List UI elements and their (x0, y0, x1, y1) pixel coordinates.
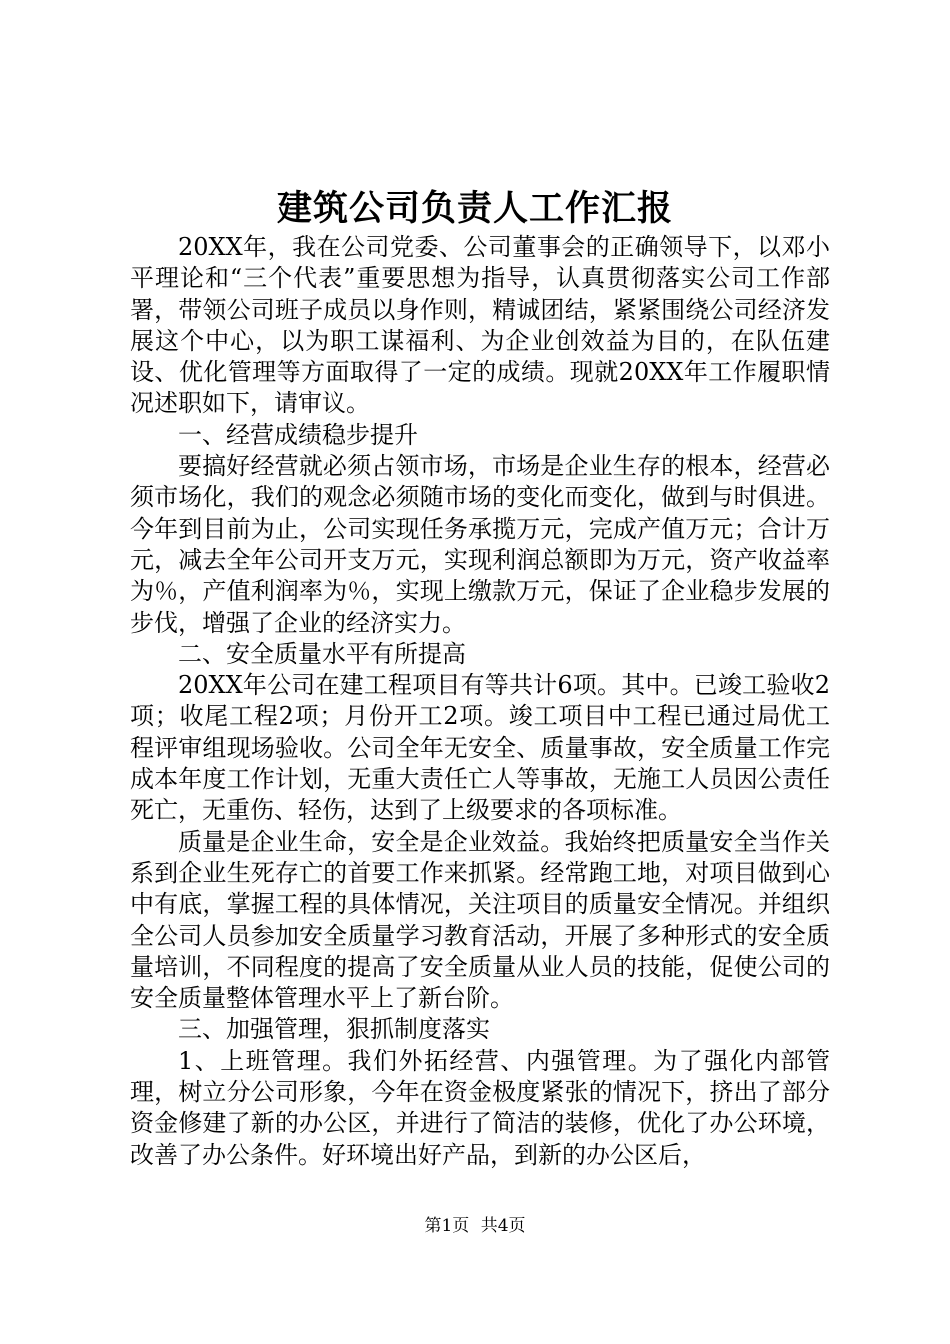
paragraph-intro: 20XX年，我在公司党委、公司董事会的正确领导下，以邓小平理论和“三个代表”重要思想为指导，认真贯彻落实公司工作部署，带领公司班子成员以身作则，精诚团结，紧紧围绕公司经济发展这个中心，以为职工谋福利、为企业创效益为目的，在队伍建设、优化管理等方面取得了一定的成绩。现就20XX年工作履职情况述职如下，请审议。 (130, 233, 830, 418)
section-heading-3: 三、加强管理，狠抓制度落实 (178, 1015, 490, 1044)
paragraph-projects: 20XX年公司在建工程项目有等共计6项。其中。已竣工验收2项；收尾工程2项；月份开工2项。竣工项目中工程已通过局优工程评审组现场验收。公司全年无安全、质量事故，安全质量工作完成本年度工作计划，无重大责任亡人等事故，无施工人员因公责任死亡，无重伤、轻伤，达到了上级要求的各项标准。 (130, 671, 830, 825)
section-heading-1: 一、经营成绩稳步提升 (178, 420, 418, 449)
paragraph-quality: 质量是企业生命，安全是企业效益。我始终把质量安全当作关系到企业生死存亡的首要工作来抓紧。经常跑工地，对项目做到心中有底，掌握工程的具体情况，关注项目的质量安全情况。并组织全公司人员参加安全质量学习教育活动，开展了多种形式的安全质量培训，不同程度的提高了安全质量从业人员的技能，促使公司的安全质量整体管理水平上了新台阶。 (130, 827, 830, 1013)
document-body (130, 232, 830, 1171)
paragraph-management: 1、上班管理。我们外拓经营、内强管理。为了强化内部管理，树立分公司形象，今年在资金极度紧张的情况下，挤出了部分资金修建了新的办公区，并进行了简洁的装修，优化了办公环境，改善了办公条件。好环境出好产品，到新的办公区后， (130, 1046, 830, 1169)
paragraph-business: 要搞好经营就必须占领市场，市场是企业生存的根本，经营必须市场化，我们的观念必须随市场的变化而变化，做到与时俱进。今年到目前为止，公司实现任务承揽万元，完成产值万元；合计万元，减去全年公司开支万元，实现利润总额即为万元，资产收益率为％，产值利润率为％，实现上缴款万元，保证了企业稳步发展的步伐，增强了企业的经济实力。 (130, 452, 830, 637)
page-total: 共4页 (480, 1216, 526, 1236)
section-heading-2: 二、安全质量水平有所提高 (178, 639, 466, 668)
page-title: 建筑公司负责人工作汇报 (276, 188, 673, 229)
page-number: 第1页 (424, 1216, 470, 1236)
page-footer (0, 1214, 950, 1238)
